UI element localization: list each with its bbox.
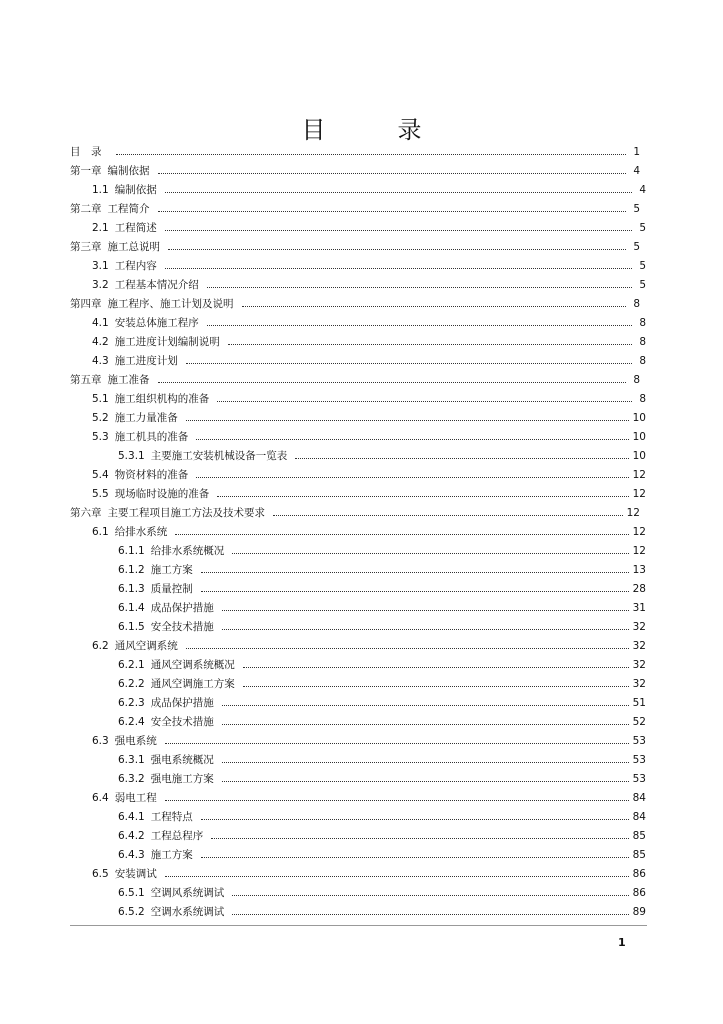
toc-entry-number: 4.2	[92, 336, 109, 348]
toc-leader-dots	[217, 495, 628, 497]
toc-leader-dots	[201, 818, 629, 820]
toc-entry-label: 安全技术措施	[150, 621, 214, 633]
toc-entry-label: 施工方案	[150, 564, 193, 576]
toc-entry-page: 12	[632, 545, 646, 557]
toc-entry[interactable]	[92, 791, 646, 805]
toc-entry-number: 6.5.1	[118, 887, 145, 899]
toc-entry[interactable]	[92, 734, 646, 748]
toc-entry-label: 强电系统	[114, 735, 157, 747]
toc-entry-number: 6.2.4	[118, 716, 145, 728]
toc-entry[interactable]	[118, 620, 646, 634]
toc-entry-number: 5.3.1	[118, 450, 145, 462]
toc-entry[interactable]	[92, 183, 646, 197]
toc-entry-number: 6.5.2	[118, 906, 145, 918]
toc-leader-dots	[243, 666, 629, 668]
toc-entry-number: 第一章	[70, 165, 102, 177]
toc-entry-number: 6.3	[92, 735, 109, 747]
toc-entry[interactable]	[70, 506, 640, 520]
toc-entry-label: 主要施工安装机械设备一览表	[150, 450, 288, 462]
toc-entry[interactable]	[92, 316, 646, 330]
toc-entry[interactable]	[118, 848, 646, 862]
toc-leader-dots	[222, 609, 629, 611]
toc-entry-page: 31	[632, 602, 646, 614]
toc-entry-page: 53	[632, 735, 646, 747]
toc-leader-dots	[211, 837, 628, 839]
toc-entry-label: 编制依据	[107, 165, 150, 177]
toc-entry[interactable]	[118, 772, 646, 786]
toc-entry-label: 安全技术措施	[150, 716, 214, 728]
toc-entry-label: 安装调试	[114, 868, 157, 880]
toc-entry-number: 3.1	[92, 260, 109, 272]
toc-entry-number: 6.1.5	[118, 621, 145, 633]
toc-leader-dots	[196, 438, 628, 440]
toc-leader-dots	[243, 685, 629, 687]
toc-entry-label: 空调水系统调试	[150, 906, 225, 918]
toc-leader-dots	[222, 628, 629, 630]
toc-entry-label: 工程简介	[107, 203, 150, 215]
toc-leader-dots	[186, 647, 629, 649]
toc-entry-number: 6.4.3	[118, 849, 145, 861]
toc-entry-page: 4	[639, 184, 646, 196]
toc-entry-page: 85	[632, 849, 646, 861]
toc-entry[interactable]	[118, 677, 646, 691]
toc-entry-label: 质量控制	[150, 583, 193, 595]
toc-entry-label: 施工准备	[107, 374, 150, 386]
toc-entry-number: 4.1	[92, 317, 109, 329]
toc-entry[interactable]	[92, 354, 646, 368]
toc-leader-dots	[165, 191, 632, 193]
toc-entry-number: 6.3.2	[118, 773, 145, 785]
toc-entry-page: 13	[632, 564, 646, 576]
toc-entry-label: 安装总体施工程序	[114, 317, 199, 329]
toc-entry-number: 5.5	[92, 488, 109, 500]
toc-leader-dots	[158, 172, 627, 174]
toc-entry-page: 86	[632, 887, 646, 899]
toc-entry[interactable]	[92, 411, 646, 425]
toc-entry-number: 1.1	[92, 184, 109, 196]
toc-entry-label: 施工进度计划编制说明	[114, 336, 220, 348]
toc-entry-label: 强电系统概况	[150, 754, 214, 766]
page-number: 1	[618, 936, 626, 949]
toc-entry-number: 6.2	[92, 640, 109, 652]
toc-entry-number: 6.4.1	[118, 811, 145, 823]
toc-leader-dots	[228, 343, 632, 345]
toc-entry-number: 第四章	[70, 298, 102, 310]
toc-entry-label: 给排水系统	[114, 526, 168, 538]
toc-leader-dots	[222, 704, 629, 706]
toc-entry[interactable]	[70, 202, 640, 216]
toc-entry[interactable]	[118, 829, 646, 843]
toc-entry-page: 1	[633, 146, 640, 158]
toc-entry-number: 6.1	[92, 526, 109, 538]
toc-leader-dots	[295, 457, 628, 459]
toc-entry-label: 强电施工方案	[150, 773, 214, 785]
toc-entry-label: 通风空调系统概况	[150, 659, 235, 671]
toc-leader-dots	[116, 153, 627, 155]
toc-entry-number: 目 录	[70, 146, 102, 158]
toc-title: 目 录	[301, 116, 446, 144]
toc-leader-dots	[222, 723, 629, 725]
toc-leader-dots	[165, 875, 629, 877]
toc-entry-number: 6.1.2	[118, 564, 145, 576]
toc-entry-page: 8	[639, 393, 646, 405]
toc-entry-label: 成品保护措施	[150, 602, 214, 614]
toc-entry-number: 6.1.3	[118, 583, 145, 595]
toc-leader-dots	[232, 894, 628, 896]
toc-entry[interactable]	[118, 658, 646, 672]
toc-entry-number: 6.2.2	[118, 678, 145, 690]
toc-entry-label: 给排水系统概况	[150, 545, 225, 557]
toc-leader-dots	[175, 533, 628, 535]
toc-entry-label: 物资材料的准备	[114, 469, 189, 481]
toc-entry-label: 空调风系统调试	[150, 887, 225, 899]
toc-entry-number: 6.2.1	[118, 659, 145, 671]
toc-leader-dots	[207, 324, 632, 326]
toc-entry-number: 5.4	[92, 469, 109, 481]
toc-leader-dots	[158, 210, 627, 212]
toc-entry[interactable]	[118, 905, 646, 919]
toc-entry[interactable]	[70, 145, 640, 159]
toc-entry-label: 施工机具的准备	[114, 431, 189, 443]
toc-entry[interactable]	[92, 221, 646, 235]
toc-entry-page: 32	[632, 678, 646, 690]
toc-entry[interactable]	[118, 715, 646, 729]
toc-entry-number: 6.1.4	[118, 602, 145, 614]
toc-entry-page: 85	[632, 830, 646, 842]
toc-entry-page: 28	[632, 583, 646, 595]
toc-entry-page: 12	[632, 469, 646, 481]
toc-leader-dots	[158, 381, 627, 383]
toc-entry-label: 施工总说明	[107, 241, 160, 253]
toc-leader-dots	[165, 229, 632, 231]
toc-entry[interactable]	[70, 164, 640, 178]
toc-entry-page: 51	[632, 697, 646, 709]
toc-leader-dots	[186, 419, 629, 421]
toc-entry[interactable]	[92, 335, 646, 349]
toc-entry-page: 32	[632, 621, 646, 633]
toc-entry-label: 工程特点	[150, 811, 193, 823]
toc-entry[interactable]	[118, 886, 646, 900]
toc-entry-page: 5	[639, 260, 646, 272]
toc-entry[interactable]	[118, 601, 646, 615]
toc-entry-page: 5	[639, 222, 646, 234]
toc-entry-page: 12	[632, 488, 646, 500]
toc-entry[interactable]	[92, 487, 646, 501]
toc-entry-page: 84	[632, 792, 646, 804]
toc-entry-page: 53	[632, 773, 646, 785]
toc-entry[interactable]	[118, 810, 646, 824]
toc-entry[interactable]	[70, 297, 640, 311]
toc-entry-page: 8	[633, 298, 640, 310]
toc-entry-label: 工程基本情况介绍	[114, 279, 199, 291]
toc-entry-page: 86	[632, 868, 646, 880]
toc-entry[interactable]	[92, 430, 646, 444]
toc-leader-dots	[201, 856, 629, 858]
toc-entry-page: 8	[639, 355, 646, 367]
toc-entry-label: 施工进度计划	[114, 355, 178, 367]
toc-entry-page: 8	[639, 317, 646, 329]
toc-leader-dots	[201, 590, 629, 592]
toc-entry-number: 第二章	[70, 203, 102, 215]
toc-entry-page: 10	[632, 431, 646, 443]
toc-leader-dots	[196, 476, 628, 478]
toc-entry-label: 通风空调施工方案	[150, 678, 235, 690]
toc-leader-dots	[242, 305, 627, 307]
toc-entry-page: 10	[632, 450, 646, 462]
toc-entry[interactable]	[118, 449, 646, 463]
toc-entry-number: 3.2	[92, 279, 109, 291]
toc-entry-page: 12	[626, 507, 640, 519]
toc-entry[interactable]	[92, 278, 646, 292]
toc-leader-dots	[165, 267, 632, 269]
toc-leader-dots	[232, 913, 628, 915]
footer-rule	[70, 925, 647, 926]
toc-entry[interactable]	[118, 563, 646, 577]
toc-entry[interactable]	[92, 639, 646, 653]
toc-entry[interactable]	[92, 259, 646, 273]
toc-entry-number: 6.4.2	[118, 830, 145, 842]
toc-entry-number: 4.3	[92, 355, 109, 367]
toc-entry-label: 通风空调系统	[114, 640, 178, 652]
toc-entry-number: 6.5	[92, 868, 109, 880]
toc-entry-number: 6.4	[92, 792, 109, 804]
toc-entry[interactable]	[118, 544, 646, 558]
toc-entry-number: 第五章	[70, 374, 102, 386]
toc-entry-label: 施工程序、施工计划及说明	[107, 298, 234, 310]
toc-entry-label: 现场临时设施的准备	[114, 488, 210, 500]
toc-leader-dots	[222, 780, 629, 782]
toc-leader-dots	[217, 400, 632, 402]
toc-entry-label: 工程总程序	[150, 830, 204, 842]
toc-entry-number: 5.2	[92, 412, 109, 424]
toc-entry[interactable]	[92, 468, 646, 482]
toc-entry-page: 8	[633, 374, 640, 386]
toc-entry[interactable]	[118, 753, 646, 767]
toc-entry-number: 5.1	[92, 393, 109, 405]
toc-entry[interactable]	[118, 696, 646, 710]
toc-entry-label: 施工方案	[150, 849, 193, 861]
toc-entry-label: 施工组织机构的准备	[114, 393, 210, 405]
toc-entry-number: 6.1.1	[118, 545, 145, 557]
toc-entry-label: 主要工程项目施工方法及技术要求	[107, 507, 265, 519]
toc-leader-dots	[207, 286, 632, 288]
toc-entry[interactable]	[92, 392, 646, 406]
toc-leader-dots	[201, 571, 629, 573]
toc-entry-page: 32	[632, 659, 646, 671]
toc-entry-page: 8	[639, 336, 646, 348]
toc-leader-dots	[168, 248, 626, 250]
toc-entry[interactable]	[70, 240, 640, 254]
toc-leader-dots	[273, 514, 623, 516]
toc-leader-dots	[165, 742, 629, 744]
toc-entry-label: 工程简述	[114, 222, 157, 234]
toc-entry-number: 6.2.3	[118, 697, 145, 709]
toc-entry[interactable]	[70, 373, 640, 387]
toc-entry-label: 成品保护措施	[150, 697, 214, 709]
toc-entry-page: 32	[632, 640, 646, 652]
toc-entry-number: 2.1	[92, 222, 109, 234]
toc-leader-dots	[186, 362, 632, 364]
toc-entry-page: 53	[632, 754, 646, 766]
toc-entry-label: 弱电工程	[114, 792, 157, 804]
toc-leader-dots	[222, 761, 629, 763]
toc-entry-number: 第三章	[70, 241, 102, 253]
toc-leader-dots	[232, 552, 628, 554]
toc-entry-page: 5	[633, 241, 640, 253]
toc-entry-page: 10	[632, 412, 646, 424]
toc-entry-page: 5	[633, 203, 640, 215]
toc-entry-label: 编制依据	[114, 184, 157, 196]
toc-entry-page: 5	[639, 279, 646, 291]
toc-entry-number: 第六章	[70, 507, 102, 519]
toc-entry[interactable]	[118, 582, 646, 596]
toc-entry-label: 工程内容	[114, 260, 157, 272]
toc-entry[interactable]	[92, 867, 646, 881]
toc-entry-number: 6.3.1	[118, 754, 145, 766]
toc-entry-page: 4	[633, 165, 640, 177]
toc-entry-page: 52	[632, 716, 646, 728]
toc-leader-dots	[165, 799, 629, 801]
toc-entry-page: 84	[632, 811, 646, 823]
toc-entry-label: 施工力量准备	[114, 412, 178, 424]
toc-entry[interactable]	[92, 525, 646, 539]
toc-entry-number: 5.3	[92, 431, 109, 443]
toc-entry-page: 12	[632, 526, 646, 538]
toc-entry-page: 89	[632, 906, 646, 918]
